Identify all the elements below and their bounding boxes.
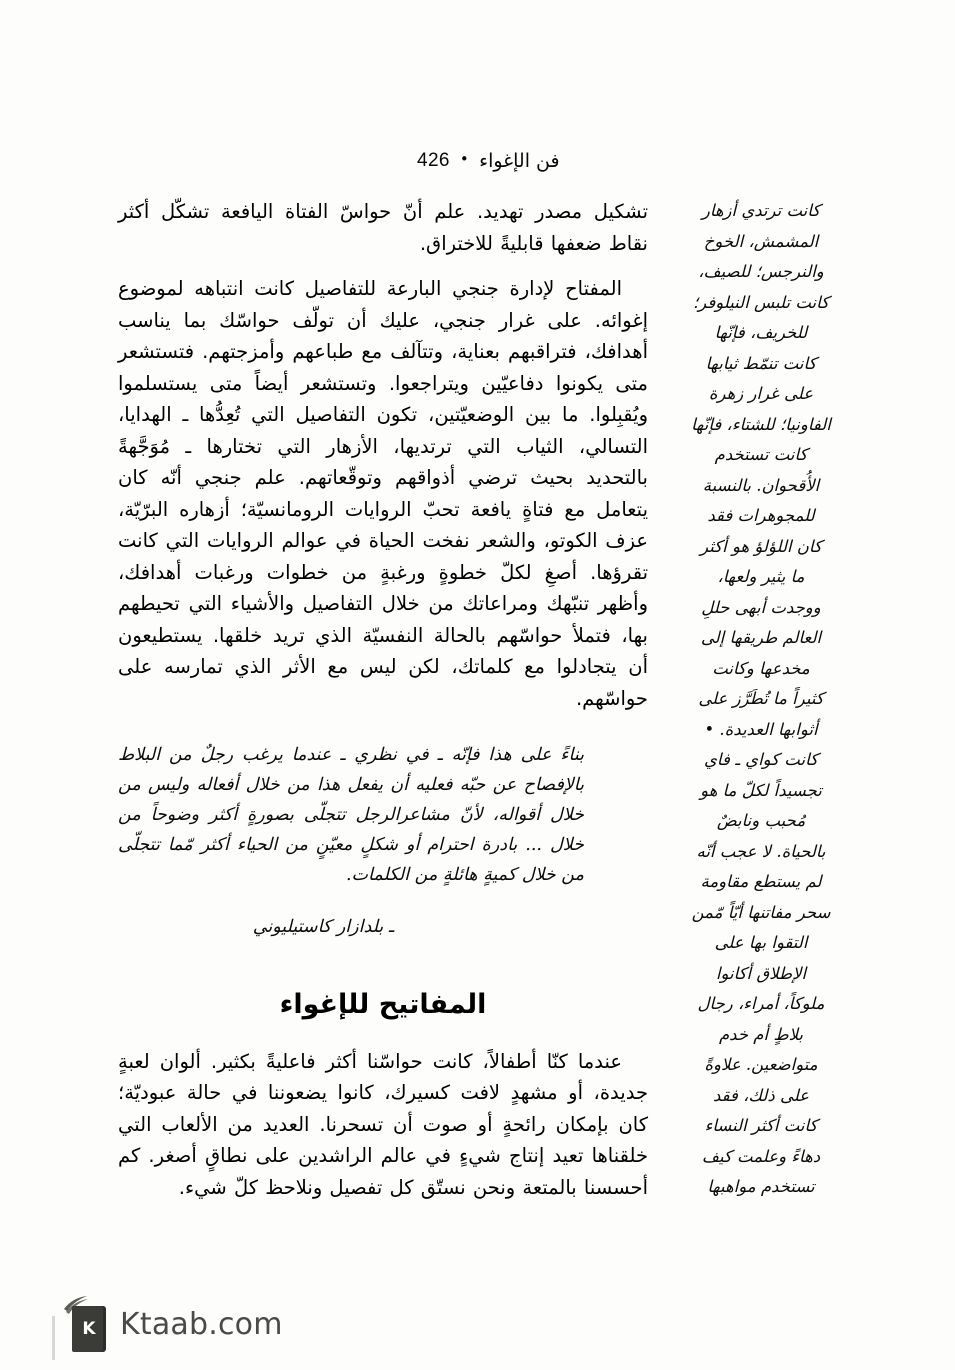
margin-note-line: بلاطٍ أم خدم (718, 1024, 804, 1044)
margin-note-line: مُحبب ونابضٌ (716, 811, 806, 830)
margin-note-line: تجسيداً لكلّ ما هو (700, 780, 822, 800)
margin-note-line: على غرار زهرة (708, 384, 814, 403)
running-head (417, 150, 837, 172)
paragraph-2: المفتاح لإدارة جنجي البارعة للتفاصيل كانت انتباهه لموضوع إغوائه. على غرار جنجي، عليك أن تولّف حواسّك بما يناسب أهدافك، فتراقبهم بعناية، وتتآلف مع طباعهم وأمزجتهم. فتستشعر متى يكونوا دفاعيّين ويتراجعوا. وتستشعر أيضاً متى يستسلموا ويُقبِلوا. ما بين الوضعيّتين، تكون التفاصيل التي تُعِدُّها ـ الهدايا، التسالي، الثياب التي ترتديها، الأزهار التي تختارها ـ مُوَجَّهةً بالتحديد بحيث ترضي أذواقهم وتوقّعاتهم. علم جنجي أنّه كان يتعامل مع فتاةٍ يافعة تحبّ الروايات الرومانسيّة؛ أزهاره البرّيّة، عزف الكوتو، والشعر نفخت الحياة في عوالم الروايات التي كانت تقرؤها. أصغِ لكلّ خطوةٍ ورغبةٍ من خطوات ورغبات أهدافك، وأظهر تنبّهك ومراعاتك من خلال التفاصيل والأشياء التي تحيطهم بها، فتملأ حواسّهم بالحالة النفسيّة الذي تريد خلقها. يستطيعون أن يتجادلوا مع كلماتك، لكن ليس مع الأثر الذي تمارسه على حواسّهم. (118, 277, 648, 710)
margin-note-line: مخدعها وكانت (712, 658, 810, 678)
pull-quote (118, 740, 648, 942)
margin-note-line: الإطلاق أكانوا (715, 963, 807, 983)
margin-note-line: كثيراً ما تُطَرَّز على (698, 689, 824, 708)
margin-note-line: كانت كواي ـ فاي (704, 750, 818, 769)
margin-note-line: ما يثير ولعها، (717, 567, 805, 586)
watermark-text: Ktaab.com (120, 1306, 283, 1342)
margin-note-line: دهاءً وعلمت كيف (701, 1146, 821, 1166)
running-head-inner (417, 150, 560, 172)
margin-note-line: متواضعين. علاوةً (704, 1055, 818, 1074)
margin-note-line: العالم طريقها إلى (700, 628, 822, 647)
margin-note-line: سحر مفاتنها أيّاً مّمن (691, 902, 831, 922)
margin-note-line: لم يستطع مقاومة (700, 872, 822, 891)
running-head-book-title: فن الإغواء (479, 150, 560, 172)
watermark-divider (52, 1316, 55, 1360)
margin-note-column (675, 196, 847, 1203)
margin-note-line: الأُقحوان. بالنسبة (702, 475, 820, 495)
section-heading: المفاتيح للإغواء (279, 989, 487, 1020)
margin-note-line: الفاونيا؛ للشتاء، فإنّها (691, 414, 831, 434)
pull-quote-text: بناءً على هذا فإنّه ـ في نظري ـ عندما يرغب رجلٌ من البلاط بالإفصاح عن حبّه فعليه أن يفعل هذا من خلال أفعاله وليس من خلال أقواله، لأنّ مشاعرالرجل تتجلّى بصورةٍ أكثر وضوحاً من خلال ... بادرة احترام أو شكلٍ معيّنٍ من الحياء أكثر مّما تتجلّى من خلال كميةٍ هائلةٍ من الكلمات. (118, 745, 584, 885)
margin-note-line: ووجدت أبهى حللِ (701, 597, 821, 617)
margin-note-line: كانت ترتدي أزهار (701, 201, 821, 220)
margin-note-line: على ذلك، فقد (712, 1085, 810, 1105)
margin-note-line: للمجوهرات فقد (707, 506, 815, 525)
margin-note-line: المشمش، الخوخ (703, 231, 819, 251)
ktaab-logo-letter: K (82, 1318, 96, 1339)
margin-note-line: ملوكاً، أمراء، رجال (697, 994, 825, 1013)
margin-note-line: التقوا بها على (714, 933, 808, 952)
page-number: 426 (417, 150, 450, 171)
paragraph-3: عندما كنّا أطفالاً، كانت حواسّنا أكثر فاعليةً بكثير. ألوان لعبةٍ جديدة، أو مشهدٍ لافت كسيرك، كانوا يضعوننا في حالة عبوديّة؛ كان بإمكان رائحةٍ أو صوت أن تسحرنا. العديد من الألعاب التي خلقناها تعيد إنتاج شيءٍ في عالم الراشدين على نطاقٍ أصغر. كم أحسسنا بالمتعة ونحن نستّق كل تفصيل ونلاحظ كلّ شيء. (118, 1049, 648, 1199)
watermark (62, 1296, 283, 1352)
margin-note-line: كانت تلبس النيلوفر؛ (692, 292, 830, 312)
margin-note-line: كانت أكثر النساء (704, 1116, 818, 1135)
margin-note-line: تستخدم مواهبها (707, 1177, 815, 1196)
margin-note-line: كانت تنمّط ثيابها (705, 353, 817, 373)
paragraph-1: تشكيل مصدر تهديد. علم أنّ حواسّ الفتاة اليافعة تشكّل أكثر نقاط ضعفها قابليةً للاختراق. (118, 200, 648, 255)
margin-note-line: بالحياة. لا عجب أنّه (696, 841, 826, 861)
margin-note-line: كان اللؤلؤ هو أكثر (700, 536, 822, 556)
margin-note-line: كانت تستخدم (714, 445, 808, 464)
running-head-separator: • (459, 149, 470, 168)
pull-quote-attribution: ـ بلدازار كاستيليوني (252, 917, 394, 937)
main-text-column (118, 196, 648, 1217)
ktaab-book-icon (62, 1296, 108, 1352)
margin-note-line: والنرجس؛ للصيف، (698, 262, 824, 281)
margin-note-line: للخريف، فإنّها (714, 323, 808, 342)
margin-note-line: أثوابها العديدة. • (704, 719, 818, 739)
